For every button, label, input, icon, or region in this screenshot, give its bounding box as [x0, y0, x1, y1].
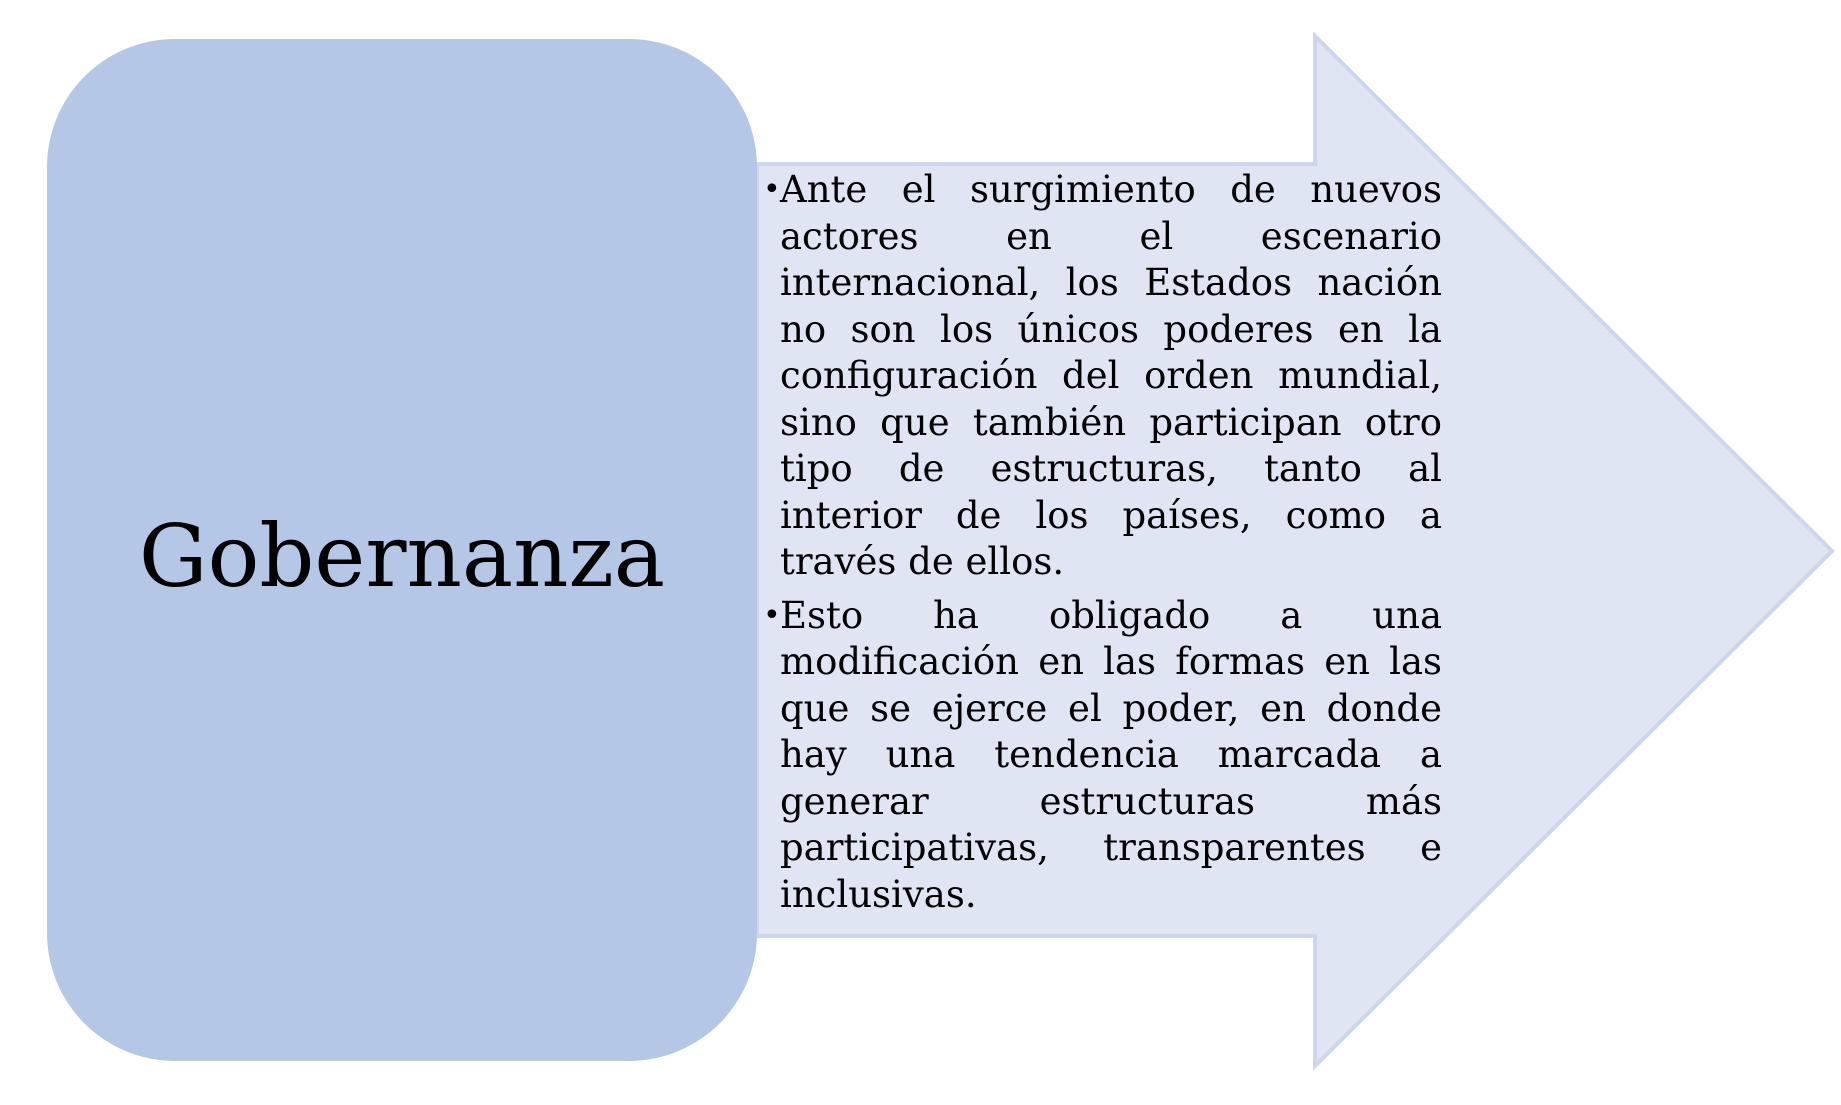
bullet-item: [762, 593, 1442, 919]
bullet-item: [762, 167, 1442, 586]
concept-box: [47, 39, 757, 1061]
bullet-icon: •: [763, 172, 781, 207]
bullet-text: Ante el surgimiento de nuevos actores en el escenario internacional, los Estados nación no son los únicos poderes en la configuración del orden mundial, sino que también participan otro tipo de estructuras, tanto al interior de los países, como a través de ellos.: [780, 168, 1442, 583]
bullet-icon: •: [763, 597, 781, 633]
bullet-text: Esto ha obligado a una modificación en las formas en las que se ejerce el poder, en donde hay una tendencia marcada a generar estructuras más participativas, transparentes e inclusivas.: [780, 593, 1442, 916]
bullet-list: [762, 167, 1442, 925]
concept-title: Gobernanza: [138, 507, 666, 607]
